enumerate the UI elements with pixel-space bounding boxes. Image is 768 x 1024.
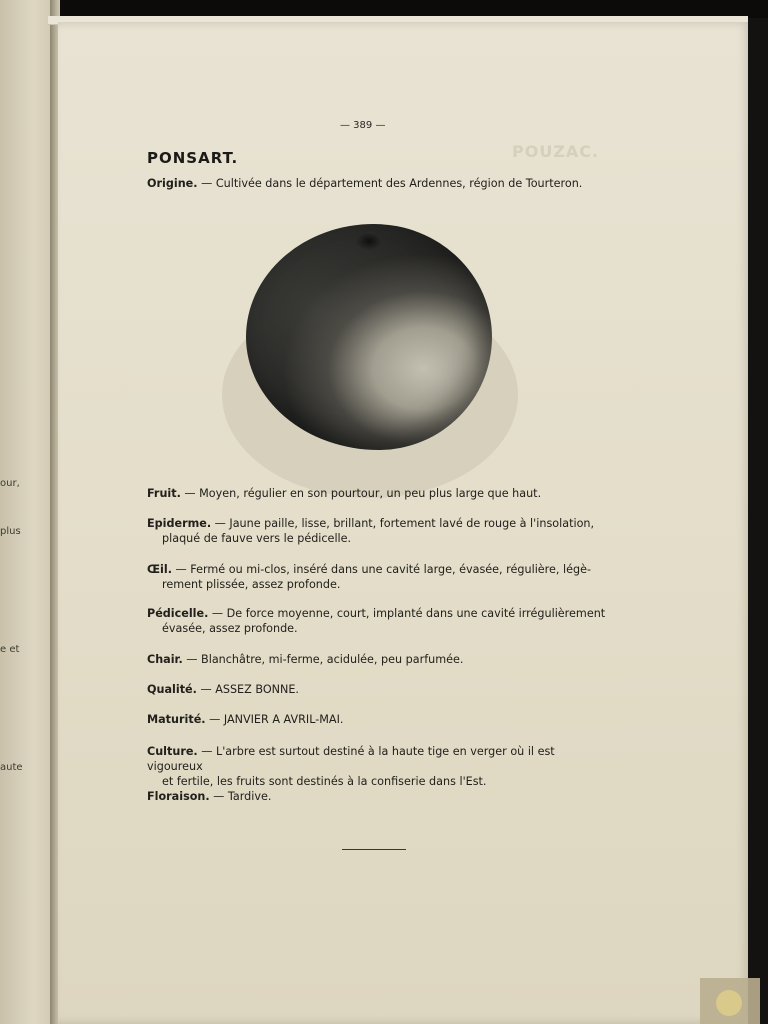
entry-continuation: rement plissée, assez profonde. <box>162 578 341 591</box>
entry-label: Maturité. <box>147 713 206 726</box>
description-entry <box>147 789 607 804</box>
origin-label: Origine. <box>147 177 198 190</box>
apple-stem-cavity <box>356 232 382 250</box>
entry-continuation: plaqué de fauve vers le pédicelle. <box>162 532 352 545</box>
entry-continuation: et fertile, les fruits sont destinés à la confiserie dans l'Est. <box>162 775 487 788</box>
section-separator <box>342 849 406 850</box>
background-edge <box>748 18 768 1024</box>
entry-text: — Moyen, régulier en son pourtour, un peu plus large que haut. <box>180 487 542 500</box>
entry-label: Chair. <box>147 653 183 666</box>
entry-label: Culture. <box>147 745 198 758</box>
left-page-fragment: plus <box>0 526 21 537</box>
page-number: — 389 — <box>340 120 386 131</box>
left-page-fragment: aute <box>0 762 23 773</box>
origin-entry <box>147 176 607 191</box>
variety-title: PONSART. <box>147 149 239 167</box>
description-entry <box>147 606 607 636</box>
bleed-through-title: POUZAC. <box>512 142 600 161</box>
left-page-fragment: e et <box>0 644 20 655</box>
entry-label: Epiderme. <box>147 517 212 530</box>
entry-label: Floraison. <box>147 790 210 803</box>
description-entry <box>147 652 607 667</box>
entry-continuation: évasée, assez profonde. <box>162 622 298 635</box>
description-entry <box>147 682 607 697</box>
entry-text: — De force moyenne, court, implanté dans une cavité irrégulièrement <box>208 607 606 620</box>
entry-text: — Tardive. <box>209 790 272 803</box>
entry-text: — JANVIER A AVRIL-MAI. <box>205 713 344 726</box>
description-entry <box>147 744 607 789</box>
entry-text: — Jaune paille, lisse, brillant, fortement lavé de rouge à l'insolation, <box>211 517 595 530</box>
description-entry <box>147 486 607 501</box>
description-entry <box>147 712 607 727</box>
entry-label: Fruit. <box>147 487 181 500</box>
description-entry <box>147 562 607 592</box>
entry-label: Œil. <box>147 563 172 576</box>
entry-text: — ASSEZ BONNE. <box>196 683 299 696</box>
thumbnail-fruit-icon <box>716 990 742 1016</box>
description-entry <box>147 516 607 546</box>
entry-label: Pédicelle. <box>147 607 209 620</box>
entry-text: — Fermé ou mi-clos, inséré dans une cavité large, évasée, régulière, légè- <box>171 563 592 576</box>
entry-label: Qualité. <box>147 683 197 696</box>
left-page-fragment: our, <box>0 478 20 489</box>
left-page <box>0 0 56 1024</box>
entry-text: — L'arbre est surtout destiné à la haute tige en verger où il est vigoureux <box>147 745 555 773</box>
origin-text: — Cultivée dans le département des Ardennes, région de Tourteron. <box>197 177 583 190</box>
entry-text: — Blanchâtre, mi-ferme, acidulée, peu parfumée. <box>182 653 464 666</box>
